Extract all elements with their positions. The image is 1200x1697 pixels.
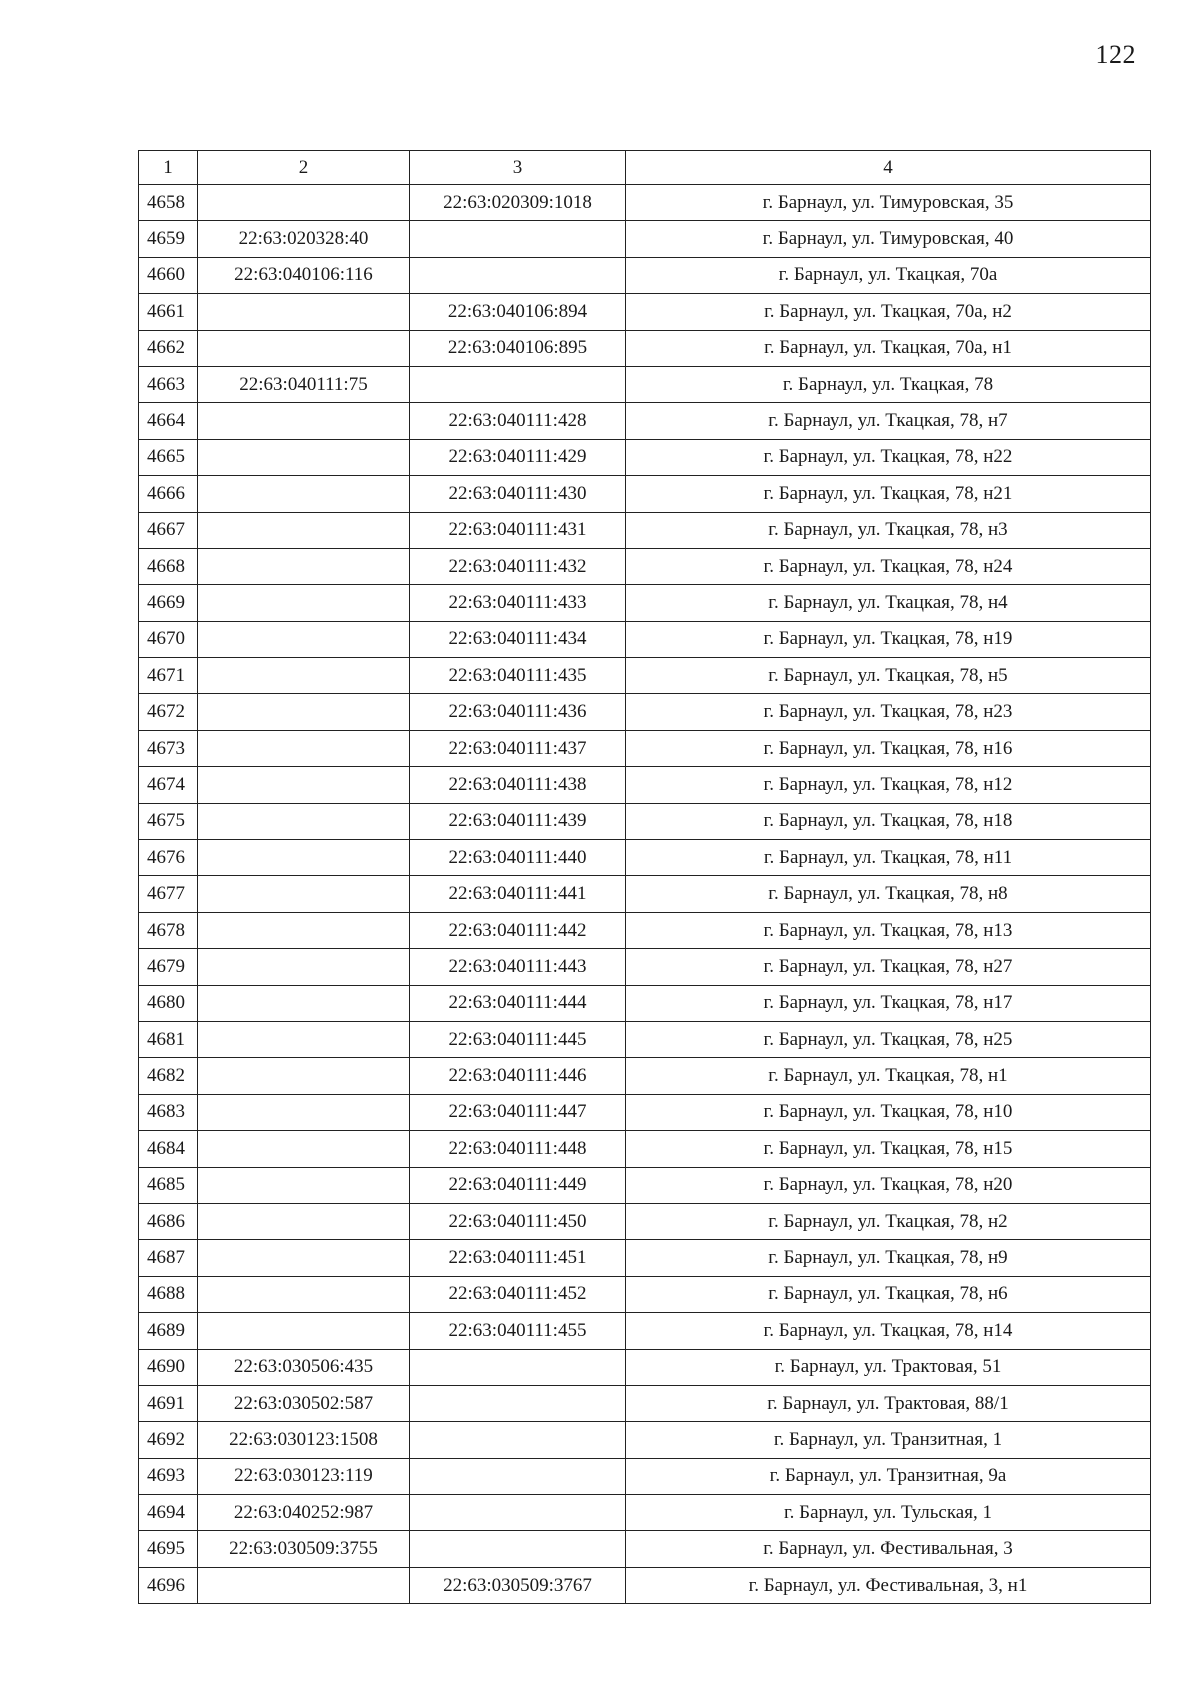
table-row (139, 1240, 1151, 1276)
row-number-cell: 4671 (139, 658, 198, 694)
row-number-cell: 4684 (139, 1131, 198, 1167)
cadastral-number-col3-cell (410, 1495, 626, 1531)
table-row (139, 439, 1151, 475)
table-row (139, 1094, 1151, 1130)
cadastral-number-col3-cell (410, 366, 626, 402)
header-col-4: 4 (626, 151, 1151, 185)
table-row (139, 912, 1151, 948)
row-number-cell: 4661 (139, 294, 198, 330)
header-col-3: 3 (410, 151, 626, 185)
row-number-cell: 4693 (139, 1458, 198, 1494)
cadastral-number-col3-cell: 22:63:040111:441 (410, 876, 626, 912)
address-cell: г. Барнаул, ул. Ткацкая, 78, н15 (626, 1131, 1151, 1167)
table-row (139, 840, 1151, 876)
address-cell: г. Барнаул, ул. Ткацкая, 78, н17 (626, 985, 1151, 1021)
table-row (139, 694, 1151, 730)
row-number-cell: 4668 (139, 548, 198, 584)
cadastral-number-col3-cell: 22:63:040111:447 (410, 1094, 626, 1130)
row-number-cell: 4682 (139, 1058, 198, 1094)
page-number: 122 (1095, 40, 1136, 69)
cadastral-number-col2-cell (198, 1203, 410, 1239)
cadastral-number-col2-cell (198, 1021, 410, 1057)
table-row (139, 1276, 1151, 1312)
cadastral-number-col3-cell: 22:63:040111:436 (410, 694, 626, 730)
table-row (139, 1167, 1151, 1203)
cadastral-number-col2-cell (198, 621, 410, 657)
cadastral-number-col2-cell (198, 912, 410, 948)
header-col-2: 2 (198, 151, 410, 185)
cadastral-number-col2-cell (198, 767, 410, 803)
cadastral-number-col2-cell: 22:63:040106:116 (198, 257, 410, 293)
cadastral-number-col3-cell: 22:63:020309:1018 (410, 185, 626, 221)
cadastral-number-col2-cell (198, 585, 410, 621)
row-number-cell: 4689 (139, 1313, 198, 1349)
cadastral-number-col3-cell: 22:63:030509:3767 (410, 1567, 626, 1603)
row-number-cell: 4662 (139, 330, 198, 366)
table-row (139, 257, 1151, 293)
cadastral-number-col2-cell (198, 1058, 410, 1094)
cadastral-number-col2-cell: 22:63:030123:1508 (198, 1422, 410, 1458)
address-cell: г. Барнаул, ул. Ткацкая, 78, н19 (626, 621, 1151, 657)
table-row (139, 512, 1151, 548)
address-cell: г. Барнаул, ул. Ткацкая, 78, н27 (626, 949, 1151, 985)
cadastral-number-col3-cell: 22:63:040111:432 (410, 548, 626, 584)
table-header (139, 151, 1151, 185)
row-number-cell: 4666 (139, 476, 198, 512)
cadastral-number-col3-cell (410, 221, 626, 257)
cadastral-number-col2-cell: 22:63:030502:587 (198, 1385, 410, 1421)
cadastral-number-col2-cell: 22:63:020328:40 (198, 221, 410, 257)
cadastral-number-col3-cell (410, 257, 626, 293)
cadastral-number-col2-cell (198, 730, 410, 766)
table-row (139, 803, 1151, 839)
cadastral-number-col3-cell: 22:63:040111:449 (410, 1167, 626, 1203)
row-number-cell: 4674 (139, 767, 198, 803)
cadastral-number-col2-cell (198, 985, 410, 1021)
address-cell: г. Барнаул, ул. Ткацкая, 78 (626, 366, 1151, 402)
cadastral-number-col2-cell (198, 1276, 410, 1312)
address-cell: г. Барнаул, ул. Ткацкая, 78, н16 (626, 730, 1151, 766)
row-number-cell: 4680 (139, 985, 198, 1021)
cadastral-number-col2-cell (198, 658, 410, 694)
address-cell: г. Барнаул, ул. Ткацкая, 78, н11 (626, 840, 1151, 876)
cadastral-number-col2-cell (198, 294, 410, 330)
row-number-cell: 4658 (139, 185, 198, 221)
address-cell: г. Барнаул, ул. Ткацкая, 78, н3 (626, 512, 1151, 548)
table-row (139, 767, 1151, 803)
table-row (139, 476, 1151, 512)
address-cell: г. Барнаул, ул. Трактовая, 88/1 (626, 1385, 1151, 1421)
row-number-cell: 4665 (139, 439, 198, 475)
cadastral-number-col3-cell: 22:63:040106:895 (410, 330, 626, 366)
table-row (139, 548, 1151, 584)
address-cell: г. Барнаул, ул. Транзитная, 1 (626, 1422, 1151, 1458)
address-cell: г. Барнаул, ул. Ткацкая, 78, н21 (626, 476, 1151, 512)
address-cell: г. Барнаул, ул. Трактовая, 51 (626, 1349, 1151, 1385)
cadastral-number-col3-cell: 22:63:040111:434 (410, 621, 626, 657)
table-row (139, 876, 1151, 912)
row-number-cell: 4664 (139, 403, 198, 439)
cadastral-number-col3-cell: 22:63:040106:894 (410, 294, 626, 330)
table-row (139, 1567, 1151, 1603)
address-cell: г. Барнаул, ул. Ткацкая, 78, н6 (626, 1276, 1151, 1312)
registry-table-container (138, 150, 1150, 1604)
cadastral-number-col3-cell: 22:63:040111:431 (410, 512, 626, 548)
address-cell: г. Барнаул, ул. Ткацкая, 78, н9 (626, 1240, 1151, 1276)
cadastral-number-col2-cell (198, 548, 410, 584)
cadastral-number-col3-cell: 22:63:040111:433 (410, 585, 626, 621)
address-cell: г. Барнаул, ул. Ткацкая, 78, н23 (626, 694, 1151, 730)
address-cell: г. Барнаул, ул. Ткацкая, 78, н20 (626, 1167, 1151, 1203)
row-number-cell: 4679 (139, 949, 198, 985)
address-cell: г. Барнаул, ул. Ткацкая, 70а, н2 (626, 294, 1151, 330)
cadastral-number-col2-cell (198, 185, 410, 221)
row-number-cell: 4667 (139, 512, 198, 548)
table-row (139, 1385, 1151, 1421)
cadastral-number-col3-cell: 22:63:040111:430 (410, 476, 626, 512)
registry-table (138, 150, 1151, 1604)
row-number-cell: 4677 (139, 876, 198, 912)
row-number-cell: 4687 (139, 1240, 198, 1276)
table-row (139, 1349, 1151, 1385)
cadastral-number-col3-cell: 22:63:040111:443 (410, 949, 626, 985)
table-row (139, 1203, 1151, 1239)
table-row (139, 949, 1151, 985)
address-cell: г. Барнаул, ул. Ткацкая, 78, н10 (626, 1094, 1151, 1130)
row-number-cell: 4695 (139, 1531, 198, 1567)
cadastral-number-col3-cell (410, 1385, 626, 1421)
table-row (139, 621, 1151, 657)
address-cell: г. Барнаул, ул. Ткацкая, 78, н14 (626, 1313, 1151, 1349)
cadastral-number-col2-cell (198, 403, 410, 439)
row-number-cell: 4673 (139, 730, 198, 766)
address-cell: г. Барнаул, ул. Ткацкая, 78, н25 (626, 1021, 1151, 1057)
address-cell: г. Барнаул, ул. Ткацкая, 78, н5 (626, 658, 1151, 694)
row-number-cell: 4676 (139, 840, 198, 876)
cadastral-number-col2-cell (198, 876, 410, 912)
address-cell: г. Барнаул, ул. Транзитная, 9а (626, 1458, 1151, 1494)
row-number-cell: 4690 (139, 1349, 198, 1385)
table-row (139, 658, 1151, 694)
cadastral-number-col3-cell: 22:63:040111:440 (410, 840, 626, 876)
table-row (139, 585, 1151, 621)
row-number-cell: 4688 (139, 1276, 198, 1312)
row-number-cell: 4686 (139, 1203, 198, 1239)
table-row (139, 185, 1151, 221)
address-cell: г. Барнаул, ул. Ткацкая, 70а (626, 257, 1151, 293)
cadastral-number-col2-cell (198, 439, 410, 475)
row-number-cell: 4678 (139, 912, 198, 948)
row-number-cell: 4672 (139, 694, 198, 730)
cadastral-number-col2-cell (198, 840, 410, 876)
cadastral-number-col3-cell (410, 1349, 626, 1385)
cadastral-number-col3-cell: 22:63:040111:438 (410, 767, 626, 803)
table-row (139, 294, 1151, 330)
cadastral-number-col2-cell (198, 330, 410, 366)
table-row (139, 1058, 1151, 1094)
cadastral-number-col2-cell (198, 1240, 410, 1276)
row-number-cell: 4675 (139, 803, 198, 839)
cadastral-number-col3-cell: 22:63:040111:442 (410, 912, 626, 948)
table-row (139, 330, 1151, 366)
table-row (139, 1531, 1151, 1567)
cadastral-number-col3-cell: 22:63:040111:444 (410, 985, 626, 1021)
address-cell: г. Барнаул, ул. Тульская, 1 (626, 1495, 1151, 1531)
address-cell: г. Барнаул, ул. Ткацкая, 78, н18 (626, 803, 1151, 839)
cadastral-number-col2-cell (198, 1167, 410, 1203)
row-number-cell: 4694 (139, 1495, 198, 1531)
cadastral-number-col2-cell: 22:63:040111:75 (198, 366, 410, 402)
row-number-cell: 4681 (139, 1021, 198, 1057)
row-number-cell: 4692 (139, 1422, 198, 1458)
cadastral-number-col3-cell (410, 1422, 626, 1458)
table-row (139, 730, 1151, 766)
cadastral-number-col3-cell: 22:63:040111:448 (410, 1131, 626, 1167)
address-cell: г. Барнаул, ул. Ткацкая, 78, н1 (626, 1058, 1151, 1094)
address-cell: г. Барнаул, ул. Тимуровская, 40 (626, 221, 1151, 257)
cadastral-number-col3-cell: 22:63:040111:452 (410, 1276, 626, 1312)
cadastral-number-col3-cell: 22:63:040111:455 (410, 1313, 626, 1349)
address-cell: г. Барнаул, ул. Ткацкая, 78, н7 (626, 403, 1151, 439)
address-cell: г. Барнаул, ул. Ткацкая, 78, н12 (626, 767, 1151, 803)
row-number-cell: 4659 (139, 221, 198, 257)
cadastral-number-col3-cell: 22:63:040111:429 (410, 439, 626, 475)
table-row (139, 403, 1151, 439)
address-cell: г. Барнаул, ул. Тимуровская, 35 (626, 185, 1151, 221)
table-row (139, 221, 1151, 257)
cadastral-number-col2-cell: 22:63:030506:435 (198, 1349, 410, 1385)
table-row (139, 1422, 1151, 1458)
cadastral-number-col3-cell: 22:63:040111:439 (410, 803, 626, 839)
cadastral-number-col2-cell: 22:63:030509:3755 (198, 1531, 410, 1567)
cadastral-number-col2-cell: 22:63:040252:987 (198, 1495, 410, 1531)
cadastral-number-col2-cell (198, 694, 410, 730)
table-row (139, 1313, 1151, 1349)
cadastral-number-col2-cell (198, 476, 410, 512)
row-number-cell: 4663 (139, 366, 198, 402)
cadastral-number-col3-cell: 22:63:040111:437 (410, 730, 626, 766)
cadastral-number-col2-cell: 22:63:030123:119 (198, 1458, 410, 1494)
header-row (139, 151, 1151, 185)
cadastral-number-col3-cell: 22:63:040111:445 (410, 1021, 626, 1057)
address-cell: г. Барнаул, ул. Ткацкая, 78, н24 (626, 548, 1151, 584)
cadastral-number-col2-cell (198, 949, 410, 985)
table-row (139, 1021, 1151, 1057)
table-body (139, 185, 1151, 1604)
table-row (139, 1495, 1151, 1531)
address-cell: г. Барнаул, ул. Ткацкая, 78, н8 (626, 876, 1151, 912)
row-number-cell: 4669 (139, 585, 198, 621)
row-number-cell: 4683 (139, 1094, 198, 1130)
cadastral-number-col3-cell (410, 1531, 626, 1567)
cadastral-number-col2-cell (198, 803, 410, 839)
table-row (139, 366, 1151, 402)
header-col-1: 1 (139, 151, 198, 185)
address-cell: г. Барнаул, ул. Ткацкая, 70а, н1 (626, 330, 1151, 366)
cadastral-number-col2-cell (198, 1131, 410, 1167)
cadastral-number-col3-cell: 22:63:040111:450 (410, 1203, 626, 1239)
table-row (139, 985, 1151, 1021)
cadastral-number-col3-cell: 22:63:040111:446 (410, 1058, 626, 1094)
table-row (139, 1131, 1151, 1167)
row-number-cell: 4660 (139, 257, 198, 293)
row-number-cell: 4691 (139, 1385, 198, 1421)
address-cell: г. Барнаул, ул. Ткацкая, 78, н22 (626, 439, 1151, 475)
address-cell: г. Барнаул, ул. Фестивальная, 3, н1 (626, 1567, 1151, 1603)
cadastral-number-col3-cell: 22:63:040111:428 (410, 403, 626, 439)
cadastral-number-col2-cell (198, 1313, 410, 1349)
address-cell: г. Барнаул, ул. Ткацкая, 78, н2 (626, 1203, 1151, 1239)
row-number-cell: 4685 (139, 1167, 198, 1203)
cadastral-number-col3-cell: 22:63:040111:451 (410, 1240, 626, 1276)
row-number-cell: 4670 (139, 621, 198, 657)
cadastral-number-col2-cell (198, 1567, 410, 1603)
address-cell: г. Барнаул, ул. Ткацкая, 78, н13 (626, 912, 1151, 948)
row-number-cell: 4696 (139, 1567, 198, 1603)
table-row (139, 1458, 1151, 1494)
cadastral-number-col2-cell (198, 512, 410, 548)
cadastral-number-col3-cell (410, 1458, 626, 1494)
address-cell: г. Барнаул, ул. Фестивальная, 3 (626, 1531, 1151, 1567)
cadastral-number-col2-cell (198, 1094, 410, 1130)
cadastral-number-col3-cell: 22:63:040111:435 (410, 658, 626, 694)
address-cell: г. Барнаул, ул. Ткацкая, 78, н4 (626, 585, 1151, 621)
